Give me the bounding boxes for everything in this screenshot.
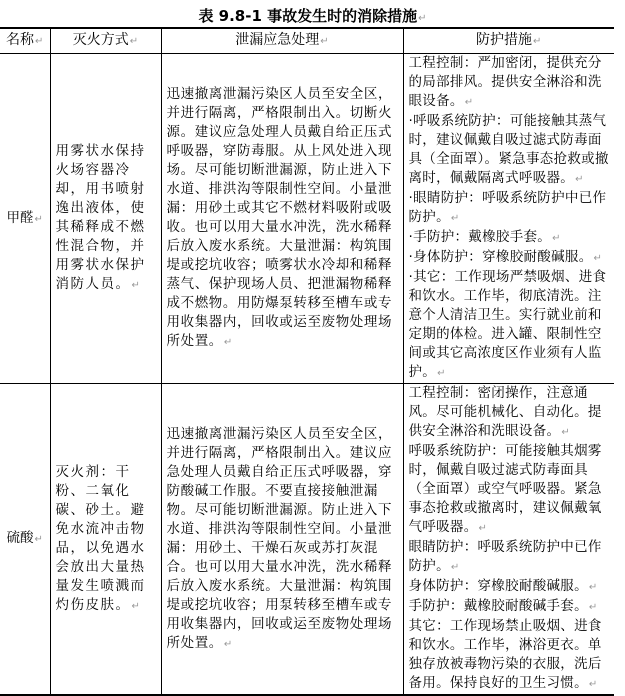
header-fire [50,28,161,54]
fire-method [50,384,161,696]
paragraph-mark-icon [436,364,446,380]
paragraph-mark-icon [129,32,138,48]
cell-text: 工程控制：密闭操作，注意通风。尽可能机械化、自动化。提供安全淋浴和洗眼设备。 [408,385,602,439]
paragraph-mark-icon [223,635,233,651]
cell-text: 用雾状水保持火场容器冷却，用书喷射逸出液体，使其稀释成不燃性混合物，并用雾状水保护消防人员。 [55,143,146,292]
protection-item [409,268,610,383]
cell-text: 甲醛 [6,209,34,226]
cell-text: 防护措施 [476,32,533,48]
cell-text: 迅速撤离泄漏污染区人员至安全区，并进行隔离，严格限制出入。建议应急处理人员戴自给正压式呼吸器，穿防酸碱工作服。不要直接接触泄漏物。尽可能切断泄漏源。防止进入下水道、排洪沟等限制性空间。小量泄漏：用砂土、干燥石灰或苏打灰混合。也可以用大量水冲洗，洗水稀释后放入废水系统。大量泄漏：构筑围堤或挖坑收容；用泵转移至槽车或专用收集器内，回收或运至废物处理场所处置。 [166,425,393,651]
cell-text: 身体防护：穿橡胶耐酸碱服。 [408,578,588,594]
chemical-name [0,54,50,384]
protection-item [409,538,610,577]
protection-item [409,189,610,228]
protection-measures [403,54,614,384]
paragraph-mark-icon [593,249,603,265]
cell-text: ·身体防护：穿橡胶耐酸碱服。 [408,249,593,265]
cell-text: ·眼睛防护：呼吸系统防护中已作防护。 [408,190,607,225]
table-row [0,54,614,384]
paragraph-mark-icon [588,675,598,691]
paragraph-mark-icon [464,93,474,109]
paragraph-mark-icon [34,530,43,546]
protection-item [409,112,610,189]
paragraph-mark-icon [532,32,541,48]
table-caption [0,6,625,29]
cell-text: 名称 [6,32,35,48]
protection-item [409,597,610,617]
paragraph-mark-icon [478,519,488,535]
cell-text: 灭火方式 [72,32,129,48]
protection-item [409,617,610,694]
paragraph-mark-icon [34,210,43,226]
protection-item [409,577,610,597]
leak-handling [161,54,403,384]
paragraph-mark-icon [588,578,598,594]
paragraph-mark-icon [319,32,328,48]
cell-text: ·其它：工作现场严禁吸烟、进食和饮水。工作毕，彻底清洗。注意个人清洁卫生。实行就业前和定期的体检。进入罐、限制性空间或其它高浓度区作业须有人监护。 [408,269,607,380]
paragraph-mark-icon [560,423,570,439]
paragraph-mark-icon [131,597,142,613]
cell-text: 手防护：戴橡胶耐酸碱手套。 [408,598,588,614]
cell-text: 呼吸系统防护：可能接触其烟雾时，佩戴自吸过滤式防毒面具（全面罩）或空气呼吸器。紧急事态抢救或撤离时，建议佩戴氧气呼吸器。 [408,443,602,535]
cell-text: ·手防护：戴橡胶手套。 [408,229,552,245]
header-name [0,28,50,54]
header-protect [403,28,614,54]
cell-text: 泄漏应急处理 [235,32,320,48]
chemical-name [0,384,50,696]
cell-text: 工程控制：严加密闭，提供充分的局部排风。提供安全淋浴和洗眼设备。 [408,55,602,109]
paragraph-mark-icon [34,32,43,48]
cell-text: 灭火剂：干粉、二氧化碳、砂土。避免水流冲击物品，以免遇水会放出大量热量发生喷溅而灼伤皮肤。 [55,463,146,613]
cell-text: 硫酸 [6,530,34,546]
leak-handling [161,384,403,696]
paragraph-mark-icon [551,229,561,245]
protection-item [409,54,610,112]
table-header-row [0,28,614,54]
paragraph-mark-icon [131,276,142,292]
paragraph-mark-icon [588,598,598,614]
cell-text: 其它：工作现场禁止吸烟、进食和饮水。工作毕，淋浴更衣。单独存放被毒物污染的衣服，洗后备用。保持良好的卫生习惯。 [408,618,602,691]
fire-method [50,54,161,384]
protection-item [409,384,610,442]
paragraph-mark-icon [450,209,460,225]
cell-text: ·呼吸系统防护：可能接触其蒸气时，建议佩戴自吸过滤式防毒面具（全面罩）。紧急事态抢救或撤离时，佩戴隔离式呼吸器。 [408,113,609,186]
protection-item [409,228,610,248]
cell-text: 眼睛防护：呼吸系统防护中已作防护。 [408,539,602,574]
caption-text: 表 9.8-1 事故发生时的消除措施 [198,7,418,25]
protection-measures [403,384,614,696]
protection-item [409,248,610,268]
header-leak [161,28,403,54]
cell-text: 迅速撤离泄漏污染区人员至安全区，并进行隔离，严格限制出入。切断火源。建议应急处理人员戴自给正压式呼吸器，穿防毒服。从上风处进入现场。尽可能切断泄漏源，防止进入下水道、排洪沟等限制性空间。小量泄漏：用砂土或其它不燃材料吸附或吸收。也可以用大量水冲洗，洗水稀释后放入废水系统。大量泄漏：构筑围堤或挖坑收容；喷雾状水冷却和稀释蒸气、保护现场人员、把泄漏物稀释成不燃物。用防爆泵转移至槽车或专用收集器内，回收或运至废物处理场所处置。 [166,86,393,349]
paragraph-mark-icon [417,7,426,25]
protection-item [409,442,610,538]
table-row [0,384,614,696]
paragraph-mark-icon [574,170,584,186]
emergency-measures-table [0,27,614,696]
paragraph-mark-icon [223,333,233,349]
paragraph-mark-icon [450,558,460,574]
